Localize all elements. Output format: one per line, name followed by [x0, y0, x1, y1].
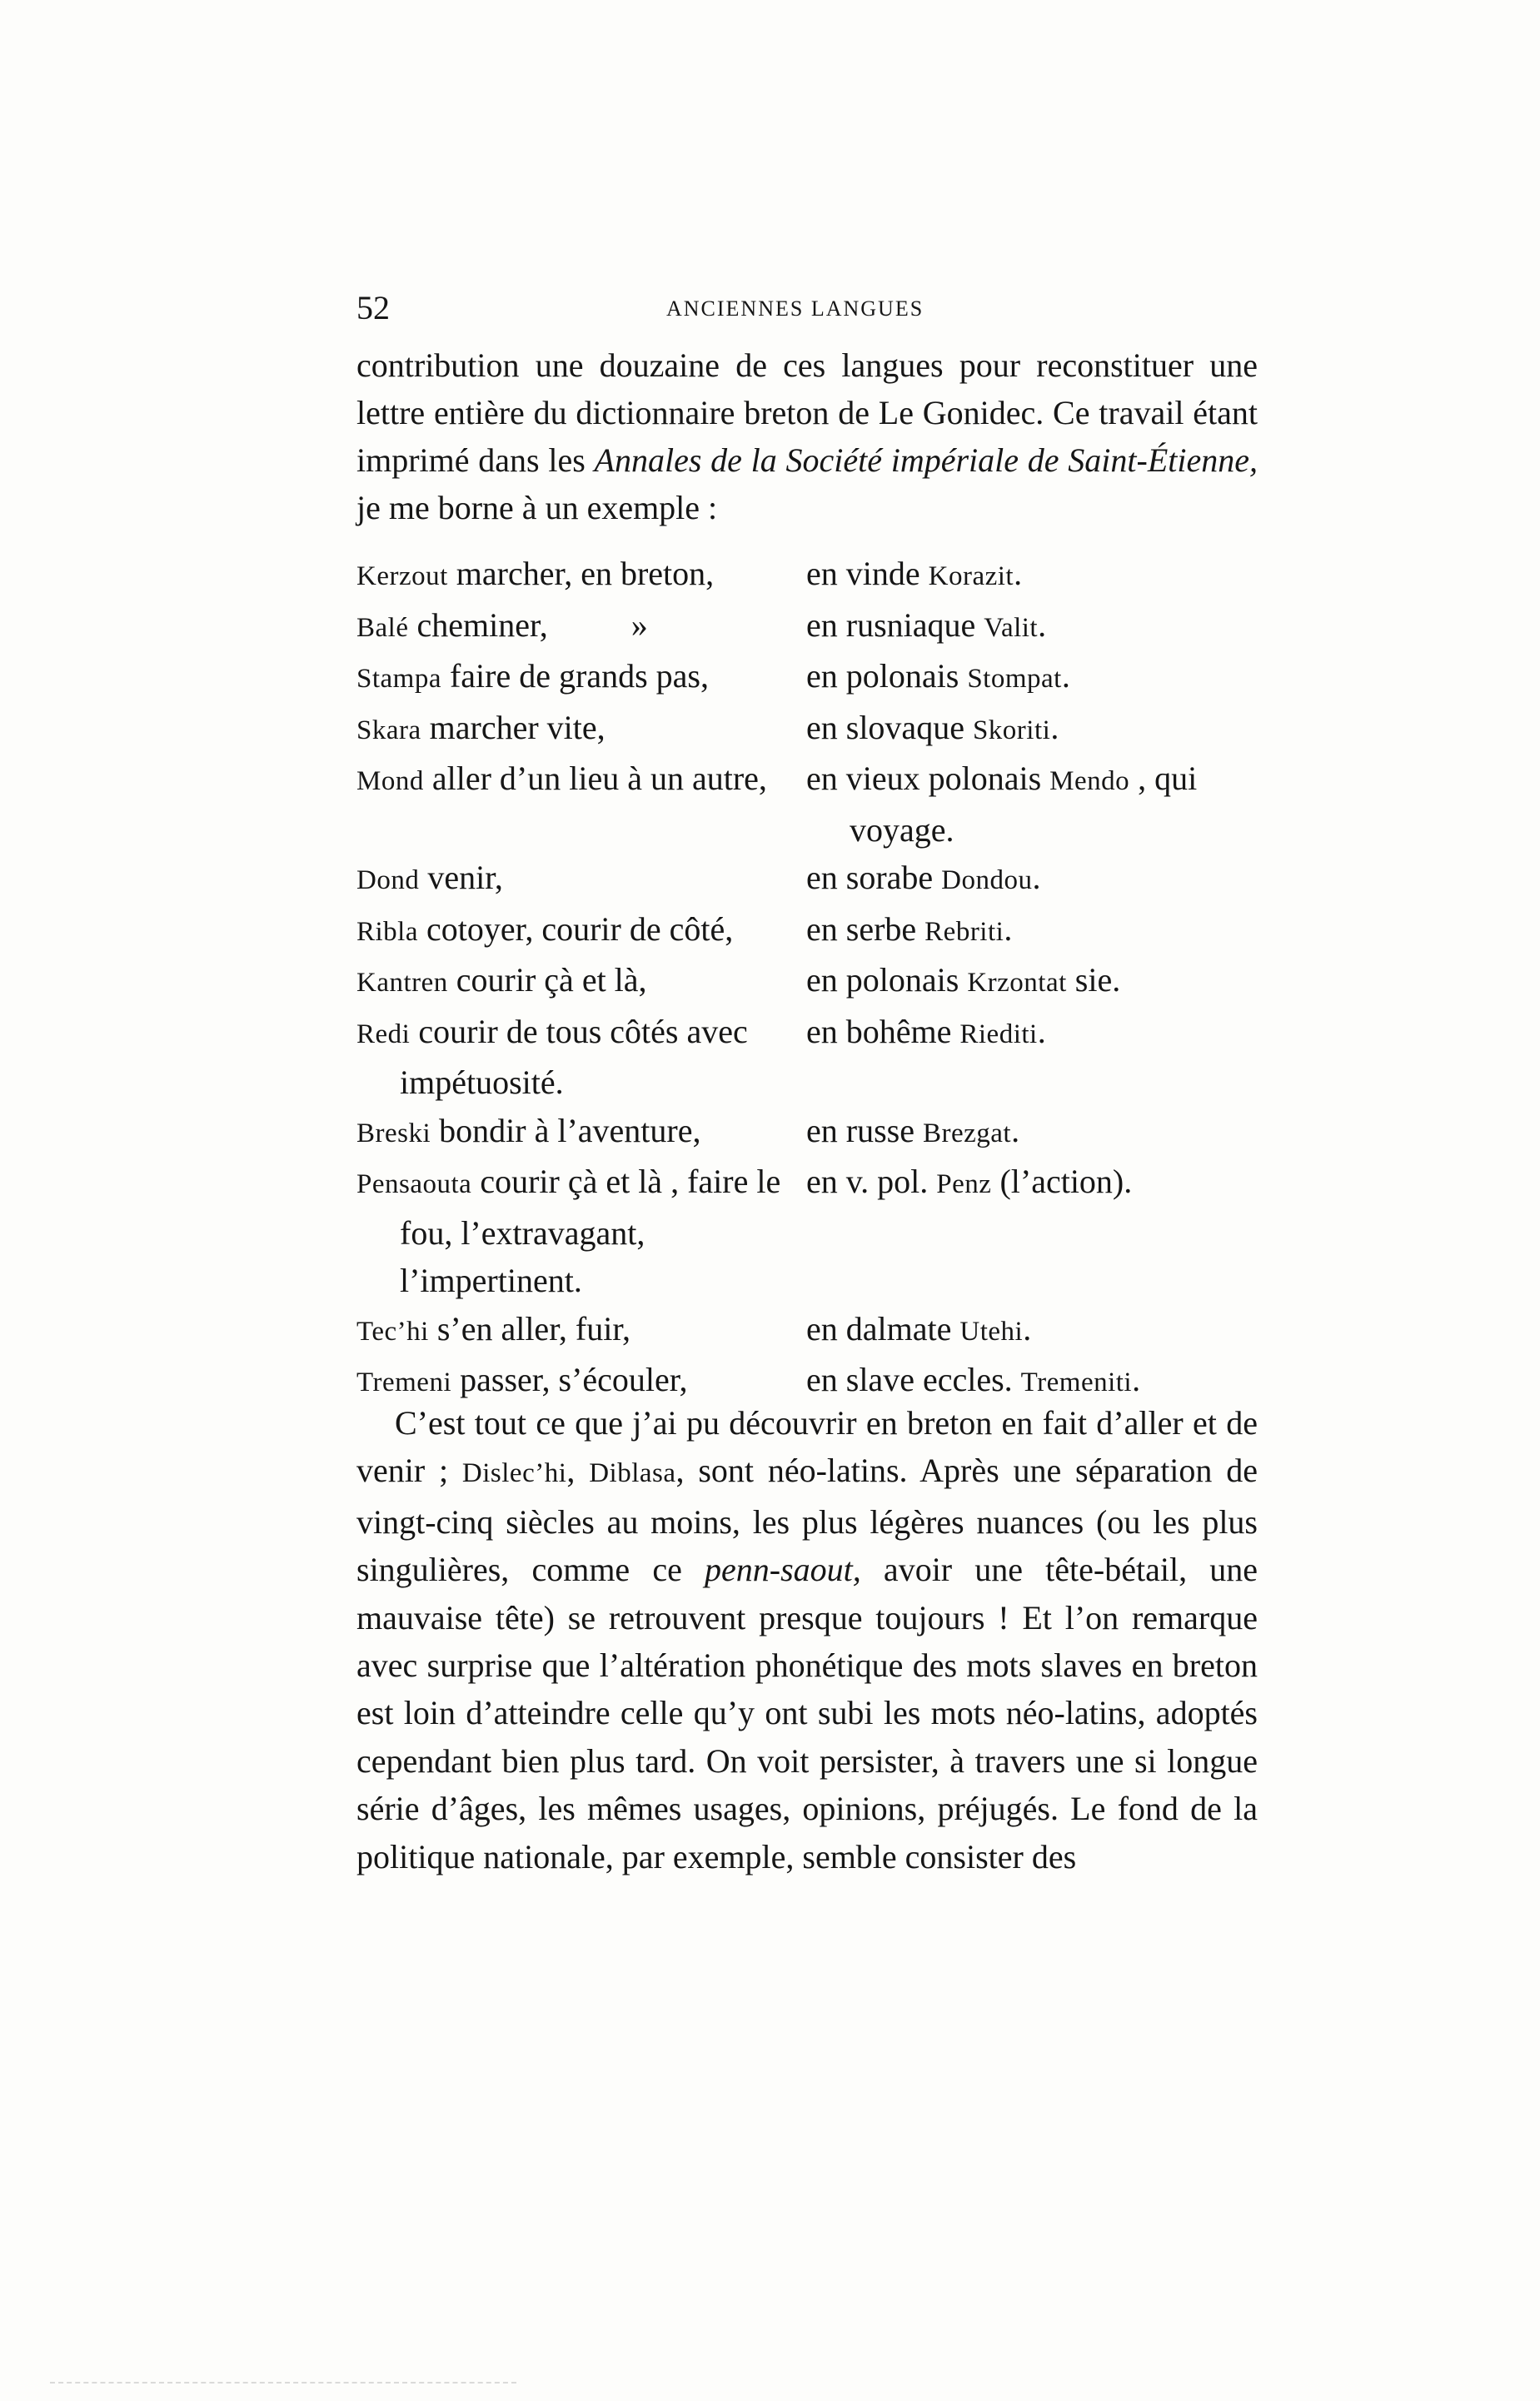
cognate-source: en v. pol. — [806, 1163, 937, 1200]
term-dislechi: Dislec’hi — [461, 1458, 567, 1489]
cognate-tail: (l’action). — [991, 1163, 1133, 1200]
cognate-word: Tremeniti — [1020, 1367, 1133, 1397]
list-item — [356, 1008, 1258, 1107]
cognate-source: en polonais — [806, 657, 968, 695]
breton-gloss: bondir à l’aventure, — [431, 1111, 701, 1149]
breton-term: Ribla — [356, 916, 418, 947]
intro-text-1: contribution une douzaine de ces langues pour reconstituer une lettre entière du dictionnaire breton de Le Gonidec. Ce travail étant imprimé dans les — [356, 346, 1258, 479]
cognate-source: en vieux polonais — [806, 760, 1050, 797]
cognate-word: Krzontat — [967, 968, 1067, 998]
list-item — [356, 550, 1258, 601]
cognate-source: en dalmate — [806, 1309, 960, 1347]
cognate-tail: . — [1014, 555, 1023, 592]
list-item — [356, 755, 1258, 854]
body-text-1: C’est tout ce que j’ai pu découvrir en breton en fait d’aller et de venir ; — [356, 1404, 1258, 1490]
breton-term: Mond — [356, 766, 424, 796]
breton-term: Skara — [356, 715, 421, 745]
list-item — [356, 1158, 1258, 1305]
cognate-tail: . — [1061, 657, 1070, 695]
cognate-source: en sorabe — [806, 859, 942, 896]
intro-paragraph — [356, 341, 1258, 531]
breton-term: Kerzout — [356, 561, 448, 591]
cognate-tail: . — [1032, 859, 1041, 896]
breton-term: Balé — [356, 612, 409, 643]
breton-gloss: venir, — [419, 859, 503, 896]
breton-term: Kantren — [356, 968, 448, 998]
cognate-source: en polonais — [806, 961, 968, 999]
list-item — [356, 956, 1258, 1008]
breton-term: Pensaouta — [356, 1169, 472, 1199]
cognate-source: en slave eccles. — [806, 1361, 1021, 1398]
body-text-4: avoir une tête-bétail, une mauvaise tête) se retrouvent presque toujours ! Et l’on remarque avec surprise que l’altération phonétique des mots slaves en breton est loin d’atteindre celle qu’y ont subi les mots néo-latins, adoptés cependant bien plus tard. On voit persister, à travers une si longue série d’âges, les mêmes usages, opinions, préjugés. Le fond de la politique nationale, par exemple, semble consister des — [356, 1551, 1258, 1875]
list-item — [356, 652, 1258, 704]
cognate-word: Skoriti — [972, 715, 1051, 745]
cognate-tail: . — [1038, 605, 1047, 644]
cognate-word: Stompat — [967, 664, 1062, 694]
breton-term: Stampa — [356, 664, 441, 694]
cognate-word: Utehi — [959, 1316, 1024, 1347]
list-item — [356, 1305, 1258, 1357]
cognate-source: en bohême — [806, 1012, 960, 1050]
cognate-word: Mendo — [1049, 766, 1130, 796]
word-list — [356, 550, 1258, 1407]
cognate-source: en slovaque — [806, 708, 973, 746]
cognate-word: Dondou — [941, 865, 1033, 895]
running-head: ANCIENNES LANGUES — [666, 296, 924, 321]
cognate-word: Valit — [984, 612, 1039, 643]
list-item — [356, 905, 1258, 957]
cognate-word: Riediti — [959, 1019, 1038, 1049]
term-diblasa: Diblasa — [589, 1458, 676, 1489]
list-item — [356, 601, 1258, 653]
breton-gloss: faire de grands pas, — [441, 657, 709, 695]
cognate-word: Korazit — [928, 561, 1014, 591]
body-text-2: , — [566, 1452, 590, 1490]
cognate-tail: . — [1037, 1012, 1046, 1050]
breton-gloss: cotoyer, courir de côté, — [418, 909, 734, 948]
cognate-tail: sie. — [1066, 961, 1121, 999]
breton-gloss: courir de tous côtés avec impétuosité. — [400, 1012, 748, 1101]
cognate-source: en serbe — [806, 909, 925, 948]
cognate-source: en rusniaque — [806, 605, 984, 644]
cognate-word: Brezgat — [922, 1118, 1012, 1148]
breton-gloss: courir çà et là, — [447, 961, 647, 999]
cognate-tail: , qui voyage. — [850, 760, 1198, 849]
page-number: 52 — [356, 289, 390, 326]
breton-gloss: marcher vite, — [421, 708, 606, 746]
breton-gloss: passer, s’écouler, — [451, 1361, 688, 1398]
breton-gloss: aller d’un lieu à un autre, — [423, 760, 767, 797]
cognate-tail: . — [1132, 1361, 1141, 1398]
cognate-tail: . — [1004, 909, 1013, 948]
breton-gloss: cheminer, » — [408, 605, 648, 644]
breton-term: Breski — [356, 1118, 431, 1148]
breton-gloss: marcher, en breton, — [447, 555, 715, 592]
italic-penn-saout: penn-saout, — [705, 1551, 861, 1589]
list-item — [356, 854, 1258, 905]
breton-term: Tec’hi — [356, 1316, 429, 1347]
cognate-tail: . — [1011, 1111, 1020, 1149]
cognate-word: Rebriti — [924, 916, 1004, 947]
breton-term: Tremeni — [356, 1367, 452, 1397]
journal-title: Annales de la Société impériale de Saint-Étienne, — [594, 441, 1258, 479]
cognate-tail: . — [1050, 708, 1059, 746]
cognate-tail: . — [1023, 1309, 1032, 1347]
breton-gloss: courir çà et là , faire le fou, l’extravagant, l’impertinent. — [400, 1163, 781, 1299]
intro-text-2: je me borne à un exemple : — [356, 489, 718, 526]
breton-term: Dond — [356, 865, 420, 895]
breton-gloss: s’en aller, fuir, — [428, 1309, 631, 1347]
cognate-source: en vinde — [806, 555, 929, 592]
scan-specks — [50, 2382, 516, 2385]
cognate-source: en russe — [806, 1111, 923, 1149]
list-item — [356, 1107, 1258, 1158]
cognate-word: Penz — [936, 1169, 992, 1199]
breton-term: Redi — [356, 1019, 411, 1049]
list-item — [356, 704, 1258, 755]
body-paragraph — [356, 1399, 1258, 1880]
body-text-3: , sont néo-latins. Après une séparation de vingt-cinq siècles au moins, les plus légères nuances (ou les plus singulières, comme ce — [356, 1452, 1258, 1589]
